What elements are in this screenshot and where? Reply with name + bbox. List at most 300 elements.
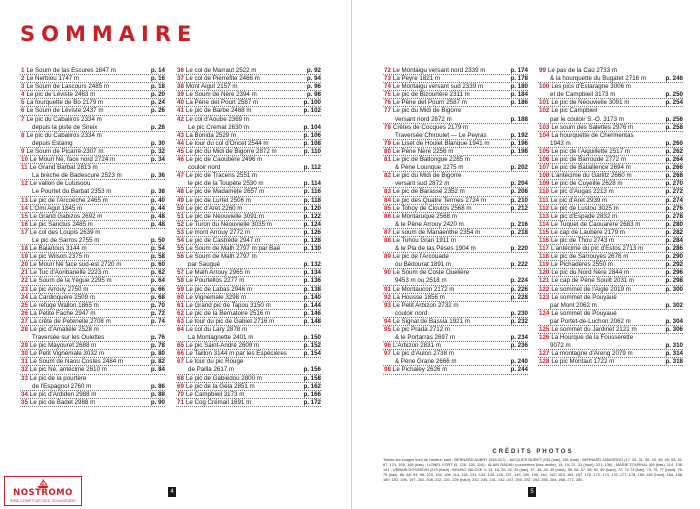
toc-entry-subtitle bbox=[383, 164, 506, 172]
toc-entry-title bbox=[176, 253, 299, 261]
toc-entry-title bbox=[176, 91, 299, 99]
toc-entry-number: 116 bbox=[539, 236, 549, 244]
toc-entry-number: 4 bbox=[21, 91, 25, 99]
toc-entry-page: p. 132 bbox=[303, 261, 321, 269]
toc-entry-number: 95 bbox=[384, 326, 391, 333]
toc-entry-title bbox=[20, 245, 143, 253]
toc-entry-text: 1943 m bbox=[550, 139, 571, 147]
toc-entry-title bbox=[176, 310, 299, 318]
toc-entry-text: Le pic du Midi de Bigorre bbox=[392, 172, 462, 180]
toc-entry bbox=[538, 132, 683, 148]
toc-entry-text: Le pic de Bizourtère 2311 m bbox=[392, 91, 470, 99]
toc-entry-subtitle bbox=[383, 180, 506, 188]
toc-entry-page: p. 134 bbox=[303, 269, 321, 277]
toc-entry-page: p. 318 bbox=[665, 358, 683, 366]
toc-entry-title bbox=[20, 148, 143, 156]
toc-entry bbox=[176, 383, 321, 391]
toc-entry-number: 22 bbox=[21, 277, 28, 285]
toc-entry-page: p. 144 bbox=[303, 301, 321, 309]
toc-entry-text: Le Pichadères 2550 m bbox=[550, 261, 613, 269]
toc-entry-number: 15 bbox=[21, 212, 28, 220]
toc-entry bbox=[538, 213, 683, 221]
toc-entry bbox=[538, 172, 683, 180]
toc-entry-title bbox=[176, 197, 299, 205]
toc-entry-page: p. 54 bbox=[150, 245, 165, 253]
toc-entry-text: Le pic de Cuyeille 2628 m bbox=[551, 180, 623, 188]
toc-entry-subtitle bbox=[383, 116, 506, 124]
toc-entry-text: Le Turon du Néouvielle 3035 m bbox=[185, 220, 272, 228]
toc-entry bbox=[176, 188, 321, 196]
toc-entry bbox=[20, 205, 165, 213]
toc-entry bbox=[538, 124, 683, 132]
toc-entry bbox=[383, 124, 528, 140]
toc-entry-title bbox=[538, 310, 661, 318]
toc-entry-text: Le pic d'Aulon 2738 m bbox=[392, 350, 454, 358]
toc-entry-number: 68 bbox=[177, 374, 184, 382]
toc-entry-page: p. 70 bbox=[150, 301, 165, 309]
toc-entry-page: p. 34 bbox=[150, 156, 165, 164]
toc-entry-number: 54 bbox=[177, 236, 184, 244]
toc-entry-page: p. 250 bbox=[665, 91, 683, 99]
toc-entry-title bbox=[383, 83, 506, 91]
toc-entry-text: Le Montaucon 2172 m bbox=[392, 285, 455, 293]
toc-entry bbox=[176, 342, 321, 350]
toc-entry-title bbox=[383, 350, 506, 358]
toc-entry-title bbox=[176, 294, 299, 302]
toc-entry-text: Le Tuc d'Aoribanelle 2223 m bbox=[29, 269, 109, 277]
toc-entry-page: p. 290 bbox=[665, 253, 683, 261]
toc-entry-number: 17 bbox=[21, 228, 28, 236]
toc-entry bbox=[383, 294, 528, 302]
toc-entry-page: p. 104 bbox=[303, 123, 321, 131]
toc-entry-number: 41 bbox=[177, 107, 184, 115]
toc-entry-text: Le pic d'Ardiden 2988 m bbox=[29, 390, 97, 398]
toc-entry-number: 51 bbox=[177, 212, 184, 220]
toc-entry-title bbox=[20, 132, 143, 140]
toc-entry bbox=[20, 326, 165, 342]
toc-entry-text: Le refuge Wallon 1865 m bbox=[29, 301, 99, 309]
toc-entry-text: Le Tuquet de Caouarère 2683 m bbox=[550, 220, 641, 228]
toc-entry-text: Le Pourtellòs 2277 m bbox=[185, 277, 245, 285]
toc-entry bbox=[383, 350, 528, 366]
toc-entry-text: Le pic Campbieil bbox=[551, 107, 598, 115]
toc-entry-number: 99 bbox=[539, 67, 546, 74]
toc-entry-text: Le sommet de Pouyaué bbox=[551, 309, 617, 317]
toc-entry-number: 86 bbox=[384, 212, 391, 220]
toc-entry bbox=[176, 140, 321, 148]
toc-entry bbox=[20, 107, 165, 115]
toc-entry-title bbox=[20, 318, 143, 326]
toc-entry-number: 102 bbox=[539, 107, 550, 115]
toc-entry-text: Le Signal de Bassia 1921 m bbox=[392, 317, 470, 325]
toc-entry-title bbox=[538, 261, 661, 269]
toc-entry-number: 118 bbox=[539, 253, 549, 261]
toc-entry bbox=[176, 83, 321, 91]
toc-entry-page: p. 228 bbox=[510, 293, 528, 301]
toc-entry-title bbox=[383, 366, 506, 374]
toc-column-1 bbox=[20, 67, 165, 407]
toc-entry-title bbox=[538, 148, 661, 156]
page-title: SOMMAIRE bbox=[20, 22, 198, 46]
toc-entry bbox=[20, 358, 165, 366]
toc-entry-number: 109 bbox=[539, 180, 550, 188]
toc-entry-subtitle bbox=[538, 140, 661, 148]
toc-entry-subtitle bbox=[20, 140, 143, 148]
toc-entry-page: p. 62 bbox=[150, 269, 165, 277]
toc-entry-title bbox=[20, 91, 143, 99]
toc-entry-page: p. 92 bbox=[306, 67, 321, 74]
toc-entry bbox=[538, 334, 683, 350]
toc-entry-page: p. 32 bbox=[150, 147, 165, 155]
toc-entry-title bbox=[538, 180, 661, 188]
toc-entry-page: p. 208 bbox=[510, 188, 528, 196]
toc-entry-text: Mont Aigut 2157 m bbox=[185, 83, 238, 91]
toc-entry-subtitle bbox=[538, 302, 661, 310]
toc-entry-page: p. 112 bbox=[303, 164, 321, 172]
toc-entry-text: Le col de Marraut 2522 m bbox=[185, 67, 257, 74]
toc-entry bbox=[20, 132, 165, 148]
toc-entry bbox=[538, 221, 683, 229]
toc-entry-page: p. 300 bbox=[665, 285, 683, 293]
toc-entry-text: Le pic de la Géla 2851 m bbox=[185, 382, 255, 390]
toc-entry-title bbox=[176, 399, 299, 407]
toc-entry-text: Le pic Prada 2712 m bbox=[392, 326, 450, 333]
toc-entry-number: 66 bbox=[177, 350, 184, 358]
toc-entry-title bbox=[383, 99, 506, 107]
toc-entry-title bbox=[176, 75, 299, 83]
toc-entry bbox=[538, 229, 683, 237]
toc-entry-title bbox=[538, 164, 661, 172]
toc-entry-title bbox=[538, 172, 661, 180]
toc-entry-number: 77 bbox=[384, 107, 391, 115]
toc-entry bbox=[20, 269, 165, 277]
toc-entry bbox=[383, 67, 528, 75]
toc-entry-text: Le pic de la Bernatoire 2516 m bbox=[185, 309, 271, 317]
toc-entry-text: Le Montaigu versant sud 2339 m bbox=[392, 83, 484, 91]
toc-entry-title bbox=[176, 99, 299, 107]
toc-entry-number: 63 bbox=[177, 317, 184, 325]
toc-entry-text: Le Pourtet du Barbat 2353 m bbox=[32, 188, 112, 196]
toc-entry bbox=[176, 399, 321, 407]
toc-entry-number: 25 bbox=[21, 301, 28, 309]
toc-entry bbox=[383, 269, 528, 285]
toc-entry-text: Les pics d'Estaragne 3006 m bbox=[551, 83, 631, 91]
toc-entry-page: p. 218 bbox=[510, 228, 528, 236]
toc-entry-subtitle bbox=[176, 261, 299, 269]
toc-entry-title bbox=[20, 197, 143, 205]
toc-entry-number: 30 bbox=[21, 350, 28, 358]
toc-entry-text: Le cap de Laubère 2179 m bbox=[550, 228, 625, 236]
toc-entry-page: p. 230 bbox=[510, 309, 528, 317]
toc-entry-number: 1 bbox=[21, 67, 25, 74]
toc-entry-number: 76 bbox=[384, 99, 391, 107]
toc-entry bbox=[383, 91, 528, 99]
toc-entry-text: Le pic de Labas 2946 m bbox=[185, 285, 252, 293]
toc-entry-page: p. 270 bbox=[665, 180, 683, 188]
toc-entry-page: p. 246 bbox=[665, 75, 683, 83]
toc-entry-title bbox=[20, 310, 143, 318]
toc-entry-text: Le tour du col d'Oncet 2544 m bbox=[185, 139, 269, 147]
toc-entry-text: Le Soum de Léviste 2437 m bbox=[26, 107, 104, 115]
toc-entry-page: p. 68 bbox=[150, 293, 165, 301]
toc-entry-number: 101 bbox=[539, 99, 550, 107]
toc-entry-text: Le cap de Pène Souilt 2031 m bbox=[551, 277, 635, 285]
toc-entry-title bbox=[176, 318, 299, 326]
toc-entry bbox=[176, 107, 321, 115]
toc-entry-page: p. 60 bbox=[150, 261, 165, 269]
toc-entry-page: p. 40 bbox=[150, 196, 165, 204]
toc-entry-text: Le pic de Castrède 2947 m bbox=[185, 236, 261, 244]
toc-entry-number: 106 bbox=[539, 156, 550, 164]
toc-entry bbox=[20, 99, 165, 107]
toc-entry-title bbox=[176, 383, 299, 391]
toc-entry-page: p. 84 bbox=[150, 366, 165, 374]
toc-entry-page: p. 154 bbox=[303, 350, 321, 358]
toc-entry bbox=[20, 277, 165, 285]
toc-entry bbox=[383, 197, 528, 205]
toc-entry-subtitle bbox=[538, 91, 661, 99]
toc-entry-number: 108 bbox=[539, 172, 550, 180]
toc-entry-number: 19 bbox=[21, 253, 28, 261]
toc-entry bbox=[20, 253, 165, 261]
toc-entry-number: 119 bbox=[539, 261, 549, 269]
toc-entry-title bbox=[20, 269, 143, 277]
toc-entry-number: 62 bbox=[177, 309, 184, 317]
toc-entry-page: p. 266 bbox=[665, 164, 683, 172]
toc-entry-text: Le sommet de Pouyaué bbox=[551, 293, 617, 301]
toc-entry-title bbox=[176, 172, 299, 180]
toc-entry-page: p. 14 bbox=[150, 67, 165, 74]
toc-entry bbox=[20, 310, 165, 318]
toc-entry-page: p. 102 bbox=[303, 107, 321, 115]
toc-entry-page: p. 234 bbox=[510, 334, 528, 342]
toc-entry-number: 13 bbox=[21, 196, 28, 204]
toc-entry-title bbox=[538, 124, 661, 132]
toc-entry-page: p. 120 bbox=[303, 204, 321, 212]
toc-entry-title bbox=[383, 156, 506, 164]
toc-entry bbox=[538, 188, 683, 196]
toc-entry-text: Le Soum de Malh 2797 m par Baë bbox=[185, 245, 281, 253]
toc-entry-page: p. 94 bbox=[306, 75, 321, 83]
toc-entry-title bbox=[538, 99, 661, 107]
toc-entry-number: 21 bbox=[21, 269, 28, 277]
toc-entry-subtitle bbox=[20, 237, 143, 245]
toc-entry-page: p. 64 bbox=[150, 277, 165, 285]
toc-entry-page: p. 116 bbox=[303, 188, 321, 196]
toc-entry-page: p. 192 bbox=[510, 131, 528, 139]
toc-entry bbox=[20, 375, 165, 391]
toc-entry-page: p. 158 bbox=[303, 374, 321, 382]
toc-entry-number: 89 bbox=[384, 253, 391, 261]
toc-entry-text: 9453 m ou 2518 m bbox=[395, 277, 447, 285]
toc-entry-text: Le soum des Salettes 2976 m bbox=[551, 123, 634, 131]
toc-entry-page: p. 236 bbox=[510, 342, 528, 350]
toc-entry-text: Le pic du Midi de Bigorre 2872 m bbox=[185, 147, 277, 155]
toc-entry-number: 44 bbox=[177, 139, 184, 147]
toc-entry-subtitle bbox=[383, 334, 506, 342]
toc-entry-page: p. 38 bbox=[150, 188, 165, 196]
toc-entry-text: Le Malh Arrouy 2965 m bbox=[185, 269, 250, 277]
toc-entry-number: 70 bbox=[177, 390, 184, 398]
toc-entry-title bbox=[538, 269, 661, 277]
toc-entry-title bbox=[538, 213, 661, 221]
toc-entry-number: 55 bbox=[177, 245, 184, 253]
toc-entry-text: Le Petit Vignemale 3032 m bbox=[29, 350, 105, 358]
toc-entry-text: Le pic Sanctus 2485 m bbox=[29, 220, 93, 228]
toc-entry-page: p. 304 bbox=[665, 317, 683, 325]
toc-entry-page: p. 50 bbox=[150, 236, 165, 244]
toc-entry-title bbox=[20, 99, 143, 107]
toc-entry bbox=[176, 277, 321, 285]
toc-entry-subtitle bbox=[20, 334, 143, 342]
toc-entry-text: Le pic Wilson 2375 m bbox=[29, 253, 90, 261]
toc-entry-title bbox=[176, 213, 299, 221]
toc-entry-text: Le pic Arrouy 2750 m bbox=[29, 285, 89, 293]
toc-entry-text: Le pic de Bataillence 2694 m bbox=[551, 164, 631, 172]
toc-entry-number: 81 bbox=[384, 156, 391, 164]
toc-entry bbox=[176, 156, 321, 172]
toc-entry-number: 94 bbox=[384, 317, 391, 325]
toc-entry-text: & la hourquette du Bugatet 2716 m bbox=[550, 75, 646, 83]
toc-entry-title bbox=[538, 294, 661, 302]
toc-entry-text: Le sommet de l'Aigle 2019 m bbox=[551, 285, 631, 293]
toc-entry-title bbox=[538, 358, 661, 366]
toc-entry-text: Le pic de l'Arcoèche 2465 m bbox=[29, 196, 108, 204]
toc-entry bbox=[20, 350, 165, 358]
toc-entry-text: Le sommet du Jardinet 2121 m bbox=[551, 326, 637, 333]
toc-entry-text: Le vallon de Lutusoou bbox=[29, 180, 91, 188]
toc-entry-text: ou Bédourat 1891 m bbox=[395, 261, 452, 269]
toc-entry-text: Le soum de Manaenthe 2354 m bbox=[392, 228, 481, 236]
toc-entry-text: Le Taillon 3144 m par les Espécières bbox=[185, 350, 287, 358]
toc-entry-subtitle bbox=[383, 261, 506, 269]
toc-entry-page: p. 306 bbox=[665, 326, 683, 333]
toc-entry-title bbox=[538, 229, 661, 237]
toc-entry bbox=[538, 269, 683, 277]
toc-entry-title bbox=[538, 245, 661, 253]
toc-entry-text: La hourquette de Chermentas bbox=[551, 131, 634, 139]
toc-entry bbox=[20, 221, 165, 229]
toc-entry-title bbox=[176, 245, 299, 253]
toc-entry-number: 104 bbox=[539, 131, 550, 139]
toc-entry-number: 120 bbox=[539, 269, 550, 277]
toc-entry-page: p. 36 bbox=[150, 172, 165, 180]
toc-entry-text: Le pic du Midi de Bigorre bbox=[392, 107, 462, 115]
toc-entry-number: 82 bbox=[384, 172, 391, 180]
toc-entry-number: 3 bbox=[21, 83, 25, 91]
toc-entry-text: Le Tohoy de Cloutos 2568 m bbox=[392, 204, 472, 212]
toc-entry-text: Le Liset de Houlet Blanque 1941 m bbox=[392, 139, 490, 147]
toc-entry-text: Le pic de Batlongue 2285 m bbox=[392, 156, 470, 164]
toc-entry-title bbox=[20, 391, 143, 399]
toc-entry-subtitle bbox=[20, 383, 143, 391]
toc-entry-subtitle bbox=[383, 310, 506, 318]
toc-entry bbox=[20, 197, 165, 205]
toc-entry-title bbox=[20, 229, 143, 237]
toc-entry-page: p. 216 bbox=[510, 220, 528, 228]
toc-entry-page: p. 74 bbox=[150, 317, 165, 325]
toc-entry bbox=[538, 83, 683, 99]
toc-entry-title bbox=[383, 75, 506, 83]
toc-entry bbox=[20, 342, 165, 350]
toc-entry bbox=[176, 75, 321, 83]
toc-entry-number: 14 bbox=[21, 204, 28, 212]
toc-entry-subtitle bbox=[538, 342, 661, 350]
toc-entry-text: Le pic de Badet 2988 m bbox=[29, 398, 96, 406]
toc-entry-number: 38 bbox=[177, 83, 184, 91]
toc-entry bbox=[176, 391, 321, 399]
toc-entry-text: Le Soum de Lascours 2485 m bbox=[26, 83, 110, 91]
toc-entry-text: Le pic de Barbe 2468 m bbox=[185, 107, 252, 115]
toc-entry-page: p. 298 bbox=[665, 277, 683, 285]
toc-entry-text: Traversée Chiroulet — Le Peyras bbox=[395, 131, 487, 139]
toc-entry bbox=[383, 99, 528, 107]
toc-entry-title bbox=[20, 156, 143, 164]
toc-entry-text: L'Arbizon 2831 m bbox=[392, 342, 441, 350]
toc-entry bbox=[383, 188, 528, 196]
toc-entry-text: par Portet-de-Luchon 2062 m bbox=[550, 317, 631, 325]
toc-entry-page: p. 26 bbox=[150, 107, 165, 115]
toc-entry-text: Le col de Pierrefite 2466 m bbox=[185, 75, 260, 83]
toc-entry bbox=[538, 294, 683, 310]
toc-entry-text: Le pic du Nord Nère 2844 m bbox=[551, 269, 630, 277]
toc-entry bbox=[20, 261, 165, 269]
toc-entry bbox=[176, 245, 321, 253]
toc-entry-number: 47 bbox=[177, 172, 184, 180]
toc-entry bbox=[538, 358, 683, 366]
toc-entry-title bbox=[383, 213, 506, 221]
toc-entry-page: p. 48 bbox=[150, 212, 165, 220]
toc-entry-page: p. 98 bbox=[306, 91, 321, 99]
toc-entry-text: Le pic Saint-André 2609 m bbox=[185, 342, 260, 350]
toc-entry-title bbox=[20, 164, 143, 172]
toc-entry-text: Le pic de Sarros 2755 m bbox=[32, 236, 100, 244]
toc-entry-page: p. 210 bbox=[510, 196, 528, 204]
toc-entry-subtitle bbox=[176, 334, 299, 342]
toc-entry bbox=[20, 67, 165, 75]
toc-entry-page: p. 124 bbox=[303, 220, 321, 228]
toc-entry-text: Le Pène Nère 2256 m bbox=[392, 147, 454, 155]
toc-entry bbox=[20, 229, 165, 245]
toc-entry-page: p. 148 bbox=[303, 317, 321, 325]
toc-entry-text: Traversée sur les Oulettes bbox=[32, 334, 105, 342]
toc-entry-page: p. 232 bbox=[510, 317, 528, 325]
toc-entry-text: & Pène Grane 2666 m bbox=[395, 358, 457, 366]
toc-entry bbox=[538, 197, 683, 205]
toc-entry-page: p. 126 bbox=[303, 228, 321, 236]
toc-entry-number: 24 bbox=[21, 293, 28, 301]
toc-entry-title bbox=[20, 205, 143, 213]
toc-entry-page: p. 162 bbox=[303, 382, 321, 390]
toc-entry-text: Le Petit Arbizon 2732 m bbox=[392, 301, 459, 309]
toc-entry-text: Le pic du Cabaliros 2334 m bbox=[26, 115, 102, 123]
toc-entry-number: 46 bbox=[177, 156, 184, 164]
toc-entry-text: Le Balaïtous 3144 m bbox=[29, 245, 87, 253]
toc-entry bbox=[176, 91, 321, 99]
toc-entry-text: Le pic d'Aret 2260 m bbox=[185, 204, 243, 212]
toc-entry-title bbox=[538, 334, 661, 342]
toc-entry-number: 71 bbox=[177, 398, 184, 406]
toc-entry-number: 67 bbox=[177, 358, 184, 366]
toc-column-3 bbox=[383, 67, 528, 375]
toc-entry bbox=[20, 318, 165, 326]
toc-entry-text: Le Mouri Né, face nord 2724 m bbox=[29, 156, 116, 164]
toc-entry-title bbox=[176, 221, 299, 229]
toc-entry-title bbox=[383, 229, 506, 237]
toc-entry-number: 121 bbox=[539, 277, 550, 285]
toc-entry-text: Le Soum de Malh 2797 m bbox=[185, 253, 257, 261]
toc-entry-text: Le tour du pic de Gabiet 2716 m bbox=[185, 317, 275, 325]
